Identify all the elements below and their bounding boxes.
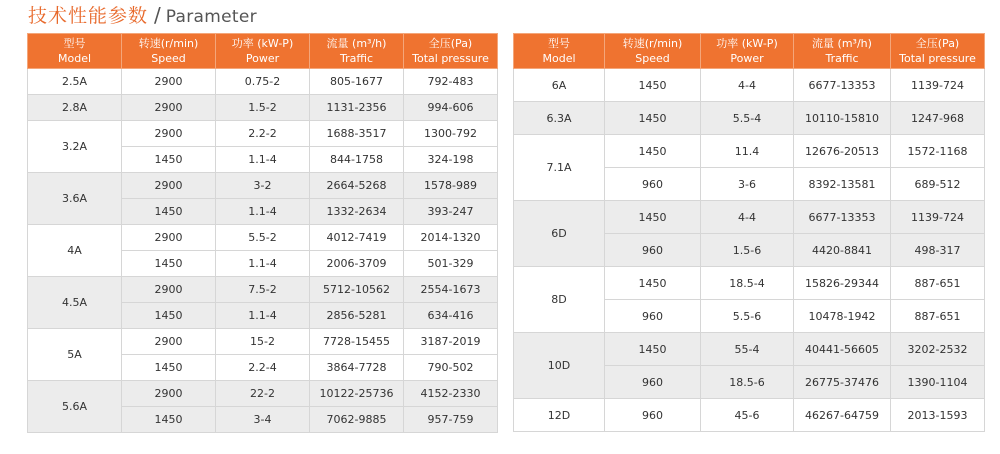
speed-cell: 1450 [122,251,216,277]
parameter-table-right [513,33,985,432]
table-row [28,381,498,407]
table-row [514,333,985,366]
speed-cell: 1450 [605,201,701,234]
power-cell: 5.5-2 [216,225,310,251]
traffic-cell: 10478-1942 [794,300,891,333]
power-cell: 2.2-2 [216,121,310,147]
table-row [28,173,498,199]
header-label-en: Power [730,52,764,65]
power-cell: 18.5-4 [701,267,794,300]
title-english: Parameter [165,7,257,27]
pressure-cell: 1572-1168 [891,135,985,168]
traffic-cell: 4420-8841 [794,234,891,267]
traffic-cell: 7728-15455 [310,329,404,355]
traffic-cell: 8392-13581 [794,168,891,201]
pressure-cell: 689-512 [891,168,985,201]
model-cell: 6A [514,69,605,102]
speed-cell: 1450 [605,102,701,135]
pressure-cell: 2013-1593 [891,399,985,432]
speed-cell: 960 [605,234,701,267]
header-traffic [310,34,404,69]
power-cell: 1.1-4 [216,147,310,173]
speed-cell: 2900 [122,277,216,303]
header-label-en: Speed [151,52,186,65]
power-cell: 55-4 [701,333,794,366]
traffic-cell: 6677-13353 [794,69,891,102]
pressure-cell: 887-651 [891,267,985,300]
title-chinese: 技术性能参数 [28,5,149,27]
pressure-cell: 957-759 [404,407,498,433]
power-cell: 2.2-4 [216,355,310,381]
traffic-cell: 1332-2634 [310,199,404,225]
table-row [514,102,985,135]
power-cell: 1.1-4 [216,303,310,329]
table-body-right [514,69,985,432]
traffic-cell: 6677-13353 [794,201,891,234]
model-cell: 6D [514,201,605,267]
speed-cell: 2900 [122,173,216,199]
speed-cell: 1450 [605,333,701,366]
traffic-cell: 2664-5268 [310,173,404,199]
model-cell: 4A [28,225,122,277]
traffic-cell: 844-1758 [310,147,404,173]
header-row [28,34,498,69]
traffic-cell: 10110-15810 [794,102,891,135]
speed-cell: 960 [605,168,701,201]
power-cell: 45-6 [701,399,794,432]
power-cell: 3-4 [216,407,310,433]
traffic-cell: 1688-3517 [310,121,404,147]
header-label-en: Total pressure [899,52,976,65]
pressure-cell: 2554-1673 [404,277,498,303]
speed-cell: 2900 [122,225,216,251]
pressure-cell: 792-483 [404,69,498,95]
power-cell: 11.4 [701,135,794,168]
speed-cell: 1450 [122,303,216,329]
header-label-en: Traffic [339,52,374,65]
speed-cell: 1450 [122,407,216,433]
power-cell: 3-2 [216,173,310,199]
power-cell: 18.5-6 [701,366,794,399]
power-cell: 4-4 [701,201,794,234]
speed-cell: 960 [605,300,701,333]
model-cell: 2.8A [28,95,122,121]
table-row [514,201,985,234]
pressure-cell: 1578-989 [404,173,498,199]
traffic-cell: 5712-10562 [310,277,404,303]
speed-cell: 2900 [122,121,216,147]
pressure-cell: 501-329 [404,251,498,277]
title-separator: / [154,3,161,27]
model-cell: 3.6A [28,173,122,225]
header-traffic [794,34,891,69]
pressure-cell: 994-606 [404,95,498,121]
header-row [514,34,985,69]
pressure-cell: 2014-1320 [404,225,498,251]
power-cell: 15-2 [216,329,310,355]
parameter-table-left [27,33,498,433]
speed-cell: 2900 [122,381,216,407]
traffic-cell: 46267-64759 [794,399,891,432]
pressure-cell: 324-198 [404,147,498,173]
pressure-cell: 498-317 [891,234,985,267]
header-label-cn: 转速(r/min) [622,37,683,50]
header-label-en: Total pressure [412,52,489,65]
pressure-cell: 1247-968 [891,102,985,135]
power-cell: 4-4 [701,69,794,102]
pressure-cell: 1300-792 [404,121,498,147]
table-row [514,399,985,432]
table-row [28,95,498,121]
table-row [28,225,498,251]
header-power [216,34,310,69]
model-cell: 7.1A [514,135,605,201]
header-model [28,34,122,69]
header-model [514,34,605,69]
power-cell: 1.5-6 [701,234,794,267]
header-label-cn: 全压(Pa) [428,37,473,50]
model-cell: 12D [514,399,605,432]
speed-cell: 2900 [122,329,216,355]
model-cell: 10D [514,333,605,399]
header-label-cn: 型号 [63,37,86,50]
traffic-cell: 4012-7419 [310,225,404,251]
traffic-cell: 1131-2356 [310,95,404,121]
header-label-en: Traffic [825,52,859,65]
header-label-cn: 转速(r/min) [138,37,199,50]
power-cell: 7.5-2 [216,277,310,303]
header-speed [605,34,701,69]
header-power [701,34,794,69]
model-cell: 4.5A [28,277,122,329]
header-label-cn: 型号 [548,37,570,50]
pressure-cell: 634-416 [404,303,498,329]
header-label-cn: 流量 (m³/h) [326,37,387,50]
traffic-cell: 15826-29344 [794,267,891,300]
traffic-cell: 10122-25736 [310,381,404,407]
table-row [514,69,985,102]
speed-cell: 2900 [122,69,216,95]
table-row [514,135,985,168]
traffic-cell: 3864-7728 [310,355,404,381]
header-label-en: Power [245,52,280,65]
model-cell: 8D [514,267,605,333]
pressure-cell: 1139-724 [891,201,985,234]
table-row [28,121,498,147]
traffic-cell: 40441-56605 [794,333,891,366]
header-label-cn: 功率 (kW-P) [716,37,778,50]
power-cell: 1.5-2 [216,95,310,121]
header-speed [122,34,216,69]
traffic-cell: 26775-37476 [794,366,891,399]
power-cell: 1.1-4 [216,199,310,225]
traffic-cell: 12676-20513 [794,135,891,168]
table-row [28,277,498,303]
power-cell: 0.75-2 [216,69,310,95]
model-cell: 2.5A [28,69,122,95]
header-label-cn: 功率 (kW-P) [231,37,294,50]
power-cell: 5.5-4 [701,102,794,135]
traffic-cell: 805-1677 [310,69,404,95]
header-label-en: Speed [635,52,670,65]
pressure-cell: 3187-2019 [404,329,498,355]
power-cell: 5.5-6 [701,300,794,333]
model-cell: 6.3A [514,102,605,135]
traffic-cell: 7062-9885 [310,407,404,433]
speed-cell: 1450 [605,267,701,300]
page-title [28,1,257,27]
power-cell: 3-6 [701,168,794,201]
header-label-en: Model [57,52,92,65]
pressure-cell: 3202-2532 [891,333,985,366]
header-pressure [404,34,498,69]
model-cell: 5.6A [28,381,122,433]
speed-cell: 1450 [605,135,701,168]
traffic-cell: 2856-5281 [310,303,404,329]
pressure-cell: 1139-724 [891,69,985,102]
speed-cell: 960 [605,399,701,432]
table-row [28,329,498,355]
model-cell: 5A [28,329,122,381]
pressure-cell: 4152-2330 [404,381,498,407]
pressure-cell: 790-502 [404,355,498,381]
traffic-cell: 2006-3709 [310,251,404,277]
power-cell: 1.1-4 [216,251,310,277]
power-cell: 22-2 [216,381,310,407]
header-label-cn: 全压(Pa) [915,37,960,50]
header-label-cn: 流量 (m³/h) [812,37,872,50]
header-label-en: Model [542,52,576,65]
pressure-cell: 1390-1104 [891,366,985,399]
model-cell: 3.2A [28,121,122,173]
table-row [514,267,985,300]
header-pressure [891,34,985,69]
speed-cell: 1450 [122,355,216,381]
speed-cell: 1450 [605,69,701,102]
speed-cell: 960 [605,366,701,399]
speed-cell: 2900 [122,95,216,121]
speed-cell: 1450 [122,147,216,173]
speed-cell: 1450 [122,199,216,225]
table-body-left [28,69,498,433]
pressure-cell: 887-651 [891,300,985,333]
pressure-cell: 393-247 [404,199,498,225]
table-row [28,69,498,95]
